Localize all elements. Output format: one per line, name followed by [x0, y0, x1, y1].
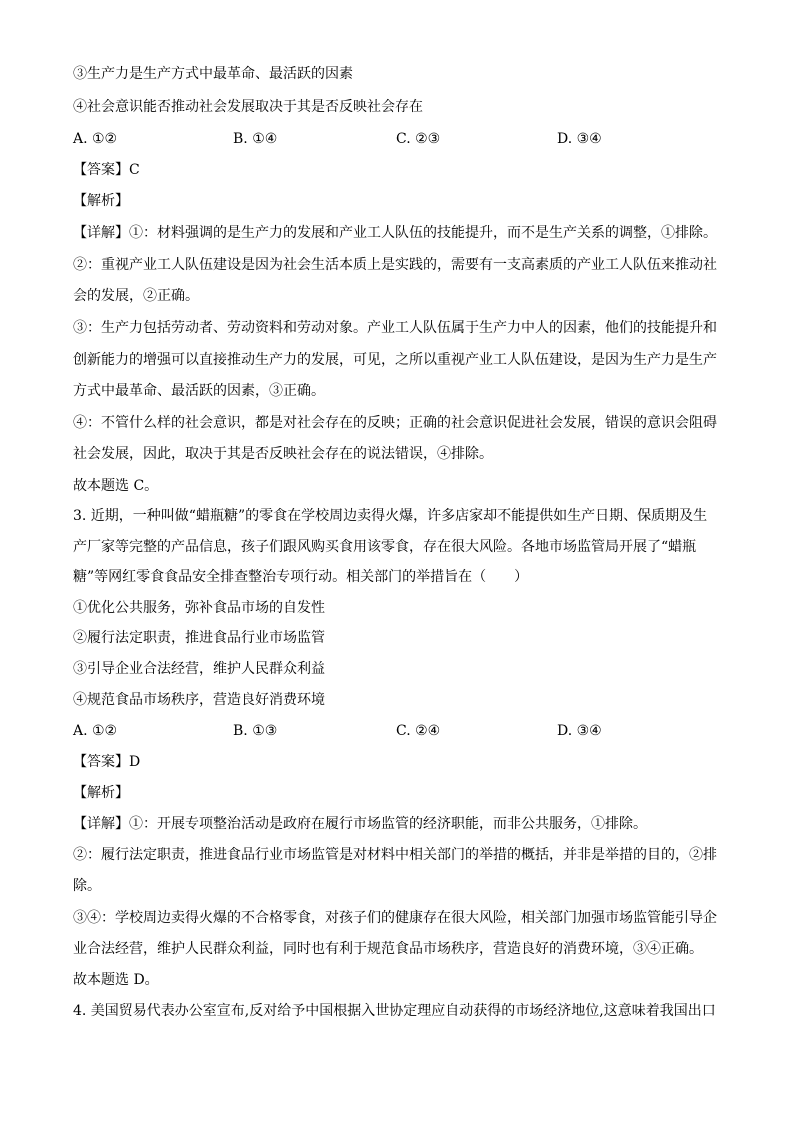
q2-detail-line-8: 社会发展，因此，取决于其是否反映社会存在的说法错误，④排除。	[73, 446, 493, 462]
q3-choice-c: C. ②④	[396, 723, 441, 739]
q2-analysis-label: 【解析】	[73, 193, 129, 209]
q2-detail-line-2: ②：重视产业工人队伍建设是因为社会生活本质上是实践的，需要有一支高素质的产业工人队伍来推动社	[73, 257, 717, 273]
q2-detail-line-4: ③：生产力包括劳动者、劳动资料和劳动对象。产业工人队伍属于生产力中人的因素，他们的技能提升和	[73, 320, 717, 336]
q3-detail-text-1: ①：开展专项整治活动是政府在履行市场监管的经济职能，而非公共服务，①排除。	[129, 816, 647, 832]
q2-choice-c: C. ②③	[396, 131, 441, 147]
q3-detail-label: 【详解】	[73, 816, 129, 832]
q3-analysis-label: 【解析】	[73, 785, 129, 801]
q3-detail-line-1	[73, 814, 723, 834]
q2-detail-line-7: ④：不管什么样的社会意识，都是对社会存在的反映；正确的社会意识促进社会发展，错误的意识会阻碍	[73, 415, 717, 431]
q3-answer-label: 【答案】	[73, 754, 129, 770]
q2-detail-label: 【详解】	[73, 225, 129, 241]
q3-option-1: ①优化公共服务，弥补食品市场的自发性	[73, 600, 325, 616]
q2-answer-value: C	[129, 162, 140, 178]
q3-option-4: ④规范食品市场秩序，营造良好消费环境	[73, 692, 325, 708]
q2-answer-label: 【答案】	[73, 162, 129, 178]
q3-detail-line-4: ③④：学校周边卖得火爆的不合格零食，对孩子们的健康存在很大风险，相关部门加强市场监管能引导企	[73, 910, 717, 926]
q2-answer	[73, 160, 723, 180]
q2-choice-a: A. ①②	[73, 131, 118, 147]
q3-choice-b: B. ①③	[233, 723, 278, 739]
q2-detail-text-1: ①：材料强调的是生产力的发展和产业工人队伍的技能提升，而不是生产关系的调整，①排除。	[129, 225, 717, 241]
q3-conclusion: 故本题选 D。	[73, 972, 159, 988]
q2-detail-line-1	[73, 223, 723, 243]
q4-stem-line-1: 4. 美国贸易代表办公室宣布,反对给予中国根据入世协定理应自动获得的市场经济地位,这意味着我国出口	[73, 1003, 716, 1019]
q3-choices	[73, 721, 723, 741]
q3-detail-line-3: 除。	[73, 878, 101, 894]
q3-answer	[73, 752, 723, 772]
q2-conclusion: 故本题选 C。	[73, 478, 159, 494]
q3-option-3: ③引导企业合法经营，维护人民群众利益	[73, 661, 325, 677]
q3-detail-line-2: ②：履行法定职责，推进食品行业市场监管是对材料中相关部门的举措的概括，并非是举措的目的，②排	[73, 847, 717, 863]
q2-detail-line-6: 方式中最革命、最活跃的因素，③正确。	[73, 383, 325, 399]
q3-option-2: ②履行法定职责，推进食品行业市场监管	[73, 630, 325, 646]
q2-choice-d: D. ③④	[557, 131, 602, 147]
q3-stem-line-3: 糖”等网红零食食品安全排查整治专项行动。相关部门的举措旨在（ ）	[73, 569, 529, 585]
q3-detail-line-5: 业合法经营，维护人民群众利益，同时也有利于规范食品市场秩序，营造良好的消费环境，③④正确。	[73, 941, 703, 957]
q3-answer-value: D	[129, 754, 141, 770]
q2-choices	[73, 129, 723, 149]
q2-detail-line-5: 创新能力的增强可以直接推动生产力的发展，可见，之所以重视产业工人队伍建设，是因为生产力是生产	[73, 352, 717, 368]
q3-stem-line-1: 3. 近期，一种叫做“蜡瓶糖”的零食在学校周边卖得火爆，许多店家却不能提供如生产日期、保质期及生	[73, 508, 708, 524]
q3-choice-a: A. ①②	[73, 723, 118, 739]
q2-choice-b: B. ①④	[233, 131, 278, 147]
q3-stem-line-2: 产厂家等完整的产品信息，孩子们跟风购买食用该零食，存在很大风险。各地市场监管局开展了“蜡瓶	[73, 539, 697, 555]
q2-option-3: ③生产力是生产方式中最革命、最活跃的因素	[73, 66, 353, 82]
q2-detail-line-3: 会的发展，②正确。	[73, 288, 199, 304]
q3-choice-d: D. ③④	[557, 723, 602, 739]
q2-option-4: ④社会意识能否推动社会发展取决于其是否反映社会存在	[73, 99, 423, 115]
